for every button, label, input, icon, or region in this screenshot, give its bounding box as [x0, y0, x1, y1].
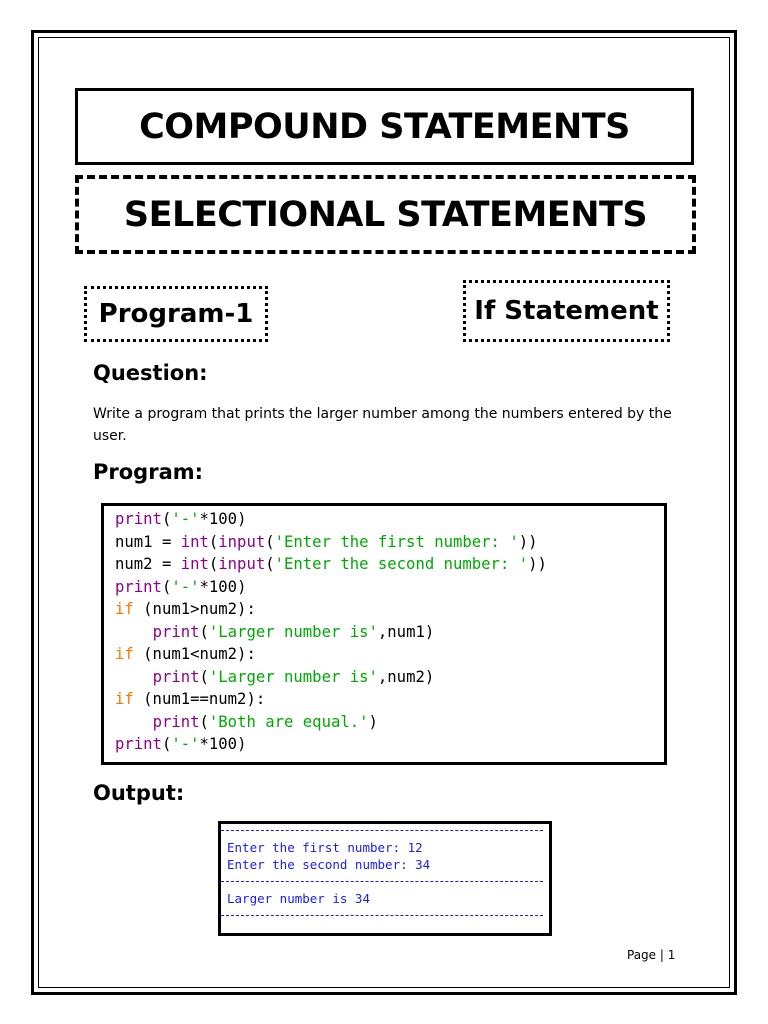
code-text: (: [199, 712, 209, 731]
page-title: COMPOUND STATEMENTS: [139, 106, 630, 147]
code-builtin: print: [115, 510, 162, 528]
code-text: )): [528, 555, 547, 573]
code-line: [115, 735, 246, 753]
code-builtin: input: [218, 532, 266, 551]
code-text: (: [208, 532, 219, 551]
program-tag: [84, 286, 268, 342]
subtitle-box: [75, 175, 696, 254]
code-builtin: print: [115, 735, 162, 753]
console-separator: [221, 881, 543, 882]
code-text: (: [265, 532, 275, 551]
code-text: (num1<num2):: [133, 645, 256, 663]
code-line: [115, 578, 246, 596]
code-line: [115, 713, 378, 731]
code-builtin: int: [180, 555, 209, 573]
program-tag-label: Program-1: [98, 299, 254, 329]
code-text: )): [518, 532, 538, 551]
code-indent: [115, 713, 153, 731]
code-string: '-': [171, 510, 200, 528]
code-text: num2 =: [115, 555, 181, 573]
code-keyword: if: [115, 600, 134, 618]
code-string: 'Both are equal.': [208, 712, 369, 731]
topic-tag: [463, 280, 670, 342]
code-builtin: print: [152, 667, 200, 686]
program-heading: Program:: [93, 460, 204, 484]
code-line: [115, 668, 434, 686]
code-builtin: int: [180, 532, 209, 551]
console-separator: [221, 915, 543, 916]
code-text: ,num1): [377, 622, 435, 641]
code-indent: [115, 623, 153, 641]
code-text: (num1>num2):: [133, 600, 256, 618]
code-line: [115, 690, 265, 708]
code-line: [115, 623, 434, 641]
topic-tag-label: If Statement: [474, 296, 659, 326]
console-line: Larger number is 34: [227, 891, 370, 906]
console-output: [218, 821, 552, 936]
code-text: (: [199, 667, 209, 686]
code-builtin: print: [115, 577, 162, 596]
code-string: 'Enter the second number: ': [274, 555, 529, 573]
code-text: *100): [199, 577, 247, 596]
code-text: (: [208, 555, 219, 573]
code-keyword: if: [115, 690, 134, 708]
code-text: ): [368, 712, 378, 731]
code-text: (: [161, 577, 172, 596]
code-string: '-': [171, 735, 200, 753]
code-indent: [115, 668, 153, 686]
code-line: [115, 555, 547, 573]
code-builtin: input: [218, 555, 266, 573]
code-string: '-': [171, 577, 200, 596]
code-text: (: [265, 555, 275, 573]
code-line: [115, 533, 538, 551]
console-line: Enter the first number: 12: [227, 840, 423, 855]
console-line: Enter the second number: 34: [227, 857, 431, 872]
output-heading: Output:: [93, 781, 185, 805]
page-number: Page | 1: [627, 948, 676, 962]
code-string: 'Larger number is': [208, 667, 378, 686]
title-box: [75, 88, 694, 165]
page-subtitle: SELECTIONAL STATEMENTS: [123, 194, 648, 235]
code-line: [115, 645, 256, 663]
code-builtin: print: [152, 712, 200, 731]
code-text: num1 =: [115, 532, 181, 551]
code-text: *100): [199, 735, 247, 753]
console-separator: [221, 830, 543, 831]
code-keyword: if: [115, 645, 134, 663]
code-text: (: [161, 510, 172, 528]
question-text: Write a program that prints the larger number among the numbers entered by the user.: [93, 406, 672, 444]
code-string: 'Larger number is': [208, 622, 378, 641]
question-heading: Question:: [93, 361, 208, 385]
code-line: [115, 600, 256, 618]
code-text: *100): [199, 510, 247, 528]
code-text: (num1==num2):: [133, 690, 266, 708]
code-builtin: print: [152, 622, 200, 641]
code-text: (: [199, 622, 209, 641]
code-text: (: [161, 735, 172, 753]
code-string: 'Enter the first number: ': [274, 532, 519, 551]
code-line: [115, 510, 246, 528]
code-text: ,num2): [377, 667, 435, 686]
code-block: [101, 503, 667, 765]
